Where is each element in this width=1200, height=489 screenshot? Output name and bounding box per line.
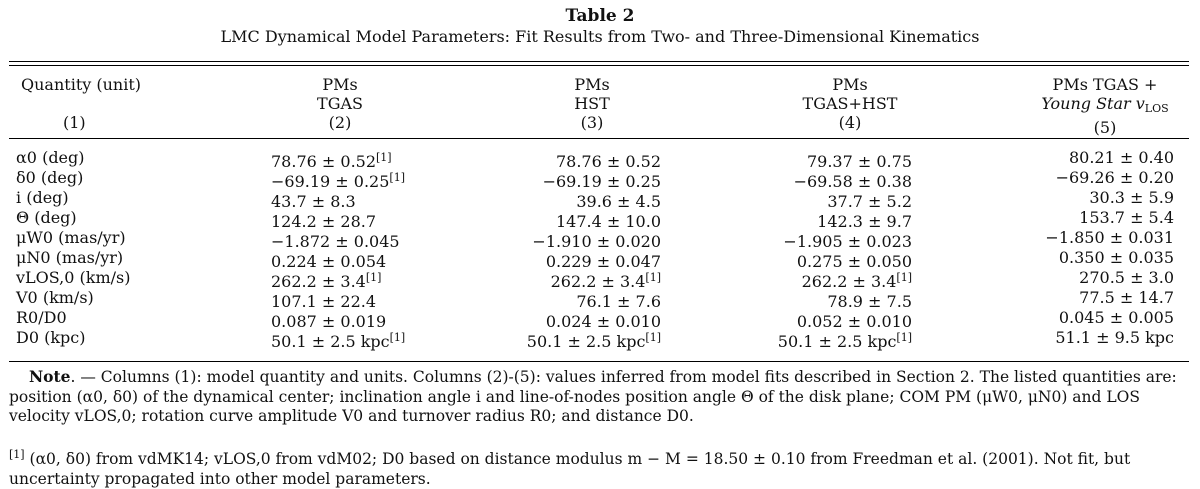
cell-young-star-value: 80.21 ± 0.40	[1068, 148, 1174, 167]
cell-tgas-hst-value: −1.905 ± 0.023	[783, 232, 912, 251]
cell-young-star-value: 51.1 ± 9.5 kpc	[1055, 328, 1174, 347]
cell-quantity	[16, 168, 83, 188]
cell-quantity-value: α0 (deg)	[16, 148, 85, 167]
cell-quantity-value: μN0 (mas/yr)	[16, 248, 124, 267]
cell-young-star	[1079, 288, 1174, 308]
table-row	[0, 308, 1200, 331]
cell-quantity-value: μW0 (mas/yr)	[16, 228, 126, 247]
header-col3: PMs HST (3)	[574, 75, 610, 132]
cell-tgas-value: 124.2 ± 28.7	[271, 212, 377, 231]
cell-hst-value: 0.024 ± 0.010	[545, 312, 661, 331]
cell-hst-value: 50.1 ± 2.5 kpc	[526, 332, 646, 351]
table-row	[0, 228, 1200, 251]
cell-young-star-value: 153.7 ± 5.4	[1079, 208, 1174, 227]
cell-quantity	[16, 308, 67, 328]
cell-quantity	[16, 328, 85, 348]
cell-quantity-value: δ0 (deg)	[16, 168, 84, 187]
cell-tgas-hst-value: 262.2 ± 3.4	[801, 272, 897, 291]
cell-hst-value: 78.76 ± 0.52	[555, 152, 661, 171]
cell-quantity-value: D0 (kpc)	[16, 328, 86, 347]
table-row	[0, 148, 1200, 171]
top-rule-double	[9, 65, 1189, 66]
cell-young-star	[1079, 208, 1174, 228]
cell-young-star	[1059, 248, 1174, 268]
cell-quantity-value: R0/D0	[16, 308, 67, 327]
cell-tgas-hst	[778, 328, 912, 352]
cell-young-star	[1056, 168, 1174, 188]
footnote-ref: [1]	[365, 271, 382, 284]
header-col2: PMs TGAS (2)	[317, 75, 363, 132]
header-rule	[9, 138, 1189, 139]
cell-tgas-hst-value: 50.1 ± 2.5 kpc	[777, 332, 897, 351]
cell-young-star-value: 270.5 ± 3.0	[1079, 268, 1174, 287]
header-col5: PMs TGAS + Young Star $v_{LOS}$ (5)	[1041, 75, 1169, 137]
footnote-ref: [1]	[389, 171, 406, 184]
header-quantity: Quantity (unit) (1)	[21, 75, 142, 132]
cell-quantity	[16, 208, 77, 228]
top-rule	[9, 61, 1189, 62]
table-row	[0, 208, 1200, 231]
footnote-ref: [1]	[645, 271, 661, 284]
cell-quantity	[16, 268, 130, 288]
footnote-ref: [1]	[389, 331, 406, 344]
cell-young-star	[1089, 188, 1174, 208]
cell-young-star-value: −69.26 ± 0.20	[1055, 168, 1174, 187]
header-col4: PMs TGAS+HST (4)	[802, 75, 898, 132]
footnote-mark: [1]	[9, 448, 25, 461]
cell-tgas-hst-value: 142.3 ± 9.7	[817, 212, 912, 231]
cell-young-star-value: 0.045 ± 0.005	[1058, 308, 1174, 327]
cell-tgas-value: 262.2 ± 3.4	[271, 272, 366, 291]
cell-tgas-value: −1.872 ± 0.045	[271, 232, 400, 251]
cell-quantity-value: V0 (km/s)	[16, 288, 94, 307]
cell-hst	[527, 328, 661, 352]
footnote-ref: [1]	[896, 331, 912, 344]
cell-quantity	[16, 228, 126, 248]
table-row	[0, 328, 1200, 351]
cell-young-star-value: 0.350 ± 0.035	[1058, 248, 1174, 267]
cell-tgas-value: 78.76 ± 0.52	[271, 152, 377, 171]
cell-hst-value: −1.910 ± 0.020	[532, 232, 661, 251]
cell-tgas-value: 107.1 ± 22.4	[271, 292, 377, 311]
table-row	[0, 288, 1200, 311]
cell-hst-value: 147.4 ± 10.0	[555, 212, 661, 231]
cell-quantity-value: vLOS,0 (km/s)	[16, 268, 131, 287]
cell-young-star	[1079, 268, 1174, 288]
cell-tgas	[271, 328, 405, 352]
cell-hst-value: 39.6 ± 4.5	[576, 192, 661, 211]
table-title: Table 2	[565, 6, 635, 26]
cell-hst-value: −69.19 ± 0.25	[542, 172, 661, 191]
table-subtitle: LMC Dynamical Model Parameters: Fit Results from Two- and Three-Dimensional Kinematics	[220, 27, 980, 46]
cell-tgas-value: 43.7 ± 8.3	[271, 192, 356, 211]
cell-young-star	[1059, 308, 1174, 328]
cell-tgas-value: 0.087 ± 0.019	[271, 312, 387, 331]
footnote-text: (α0, δ0) from vdMK14; vLOS,0 from vdM02; D0 based on distance modulus m − M = 18.50 ± 0.10 from Freedman et al. (2001). Not fit, but uncertainty propagated into other model parameters.	[9, 450, 1131, 488]
table-row	[0, 188, 1200, 211]
cell-tgas-hst-value: 0.275 ± 0.050	[796, 252, 912, 271]
cell-tgas-hst-value: 78.9 ± 7.5	[827, 292, 912, 311]
cell-young-star	[1069, 148, 1174, 168]
cell-hst-value: 76.1 ± 7.6	[576, 292, 661, 311]
cell-tgas-hst-value: 37.7 ± 5.2	[827, 192, 912, 211]
table-row	[0, 268, 1200, 291]
cell-tgas-value: 0.224 ± 0.054	[271, 252, 387, 271]
cell-tgas-hst-value: 79.37 ± 0.75	[806, 152, 912, 171]
table-row	[0, 168, 1200, 191]
table-footnote	[9, 445, 1189, 489]
cell-quantity	[16, 148, 85, 168]
cell-quantity	[16, 188, 69, 208]
cell-quantity	[16, 248, 123, 268]
cell-young-star-value: −1.850 ± 0.031	[1045, 228, 1174, 247]
footnote-ref: [1]	[645, 331, 661, 344]
cell-quantity-value: Θ (deg)	[16, 208, 77, 227]
cell-hst-value: 262.2 ± 3.4	[550, 272, 646, 291]
footnote-ref: [1]	[376, 151, 392, 164]
cell-tgas-value: −69.19 ± 0.25	[271, 172, 390, 191]
cell-tgas-hst-value: 0.052 ± 0.010	[796, 312, 912, 331]
cell-young-star-value: 30.3 ± 5.9	[1089, 188, 1174, 207]
cell-quantity	[16, 288, 94, 308]
bottom-rule	[9, 361, 1189, 362]
note-label: Note	[29, 367, 71, 386]
cell-young-star-value: 77.5 ± 14.7	[1079, 288, 1174, 307]
table-note	[9, 367, 1189, 427]
cell-quantity-value: i (deg)	[16, 188, 69, 207]
table-row	[0, 248, 1200, 271]
cell-young-star	[1055, 328, 1174, 348]
note-text: . — Columns (1): model quantity and units. Columns (2)-(5): values inferred from model fits described in Section 2. The listed quantities are: position (α0, δ0) of the dynamical center; inclination angle i and line-of-nodes position angle Θ of the disk plane; COM PM (μW0, μN0) and LOS velocity vLOS,0; rotation curve amplitude V0 and turnover radius R0; and distance D0.	[9, 368, 1177, 425]
cell-tgas-hst-value: −69.58 ± 0.38	[793, 172, 912, 191]
footnote-ref: [1]	[896, 271, 912, 284]
cell-hst-value: 0.229 ± 0.047	[545, 252, 661, 271]
cell-tgas-value: 50.1 ± 2.5 kpc	[271, 332, 390, 351]
cell-young-star	[1045, 228, 1174, 248]
